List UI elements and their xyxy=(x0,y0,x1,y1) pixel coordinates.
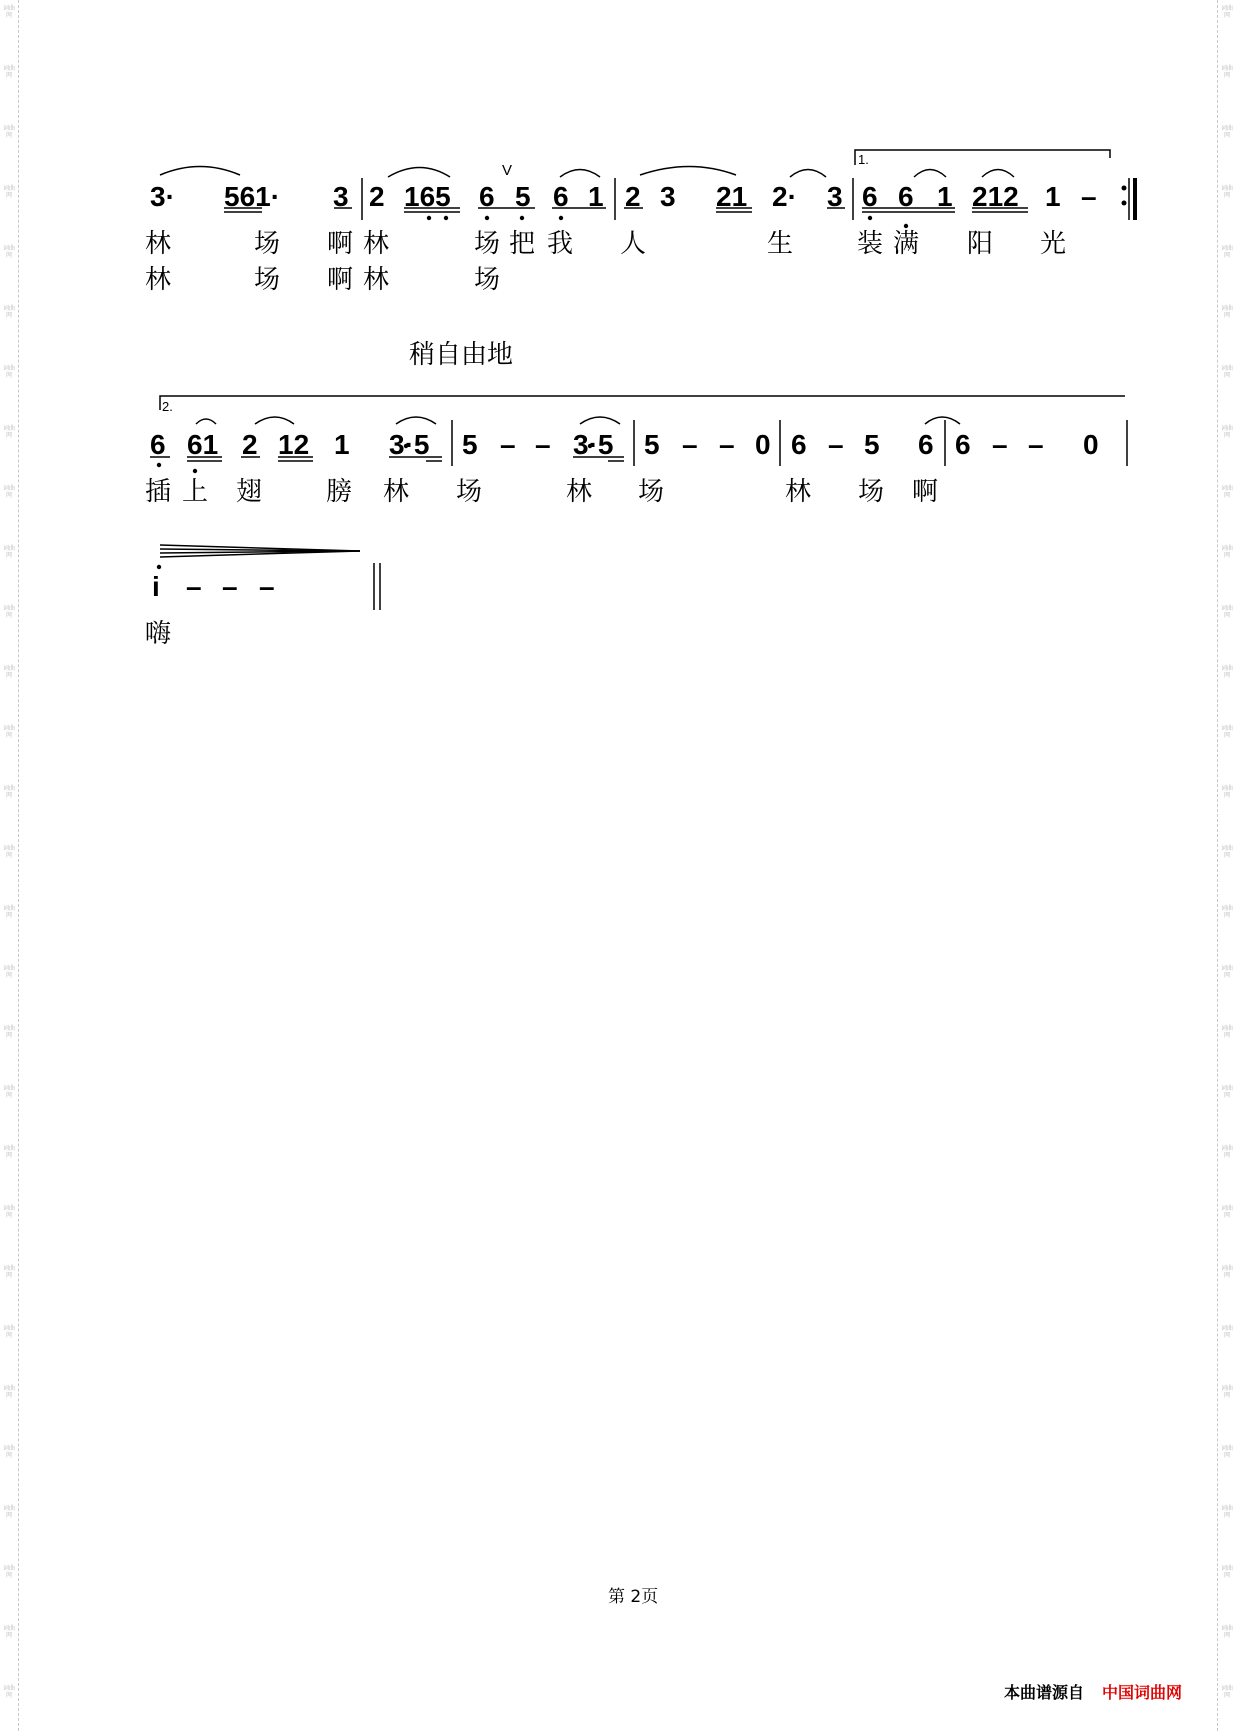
lyric: 场 xyxy=(474,229,501,259)
note: – xyxy=(1028,429,1044,460)
source-credit xyxy=(1004,1680,1182,1703)
lyric: 场 xyxy=(474,265,501,295)
watermark-text: 词曲网 xyxy=(1221,1445,1234,1459)
lyric: 场 xyxy=(254,265,281,295)
watermark-text: 词曲网 xyxy=(3,245,16,259)
watermark-text: 词曲网 xyxy=(1221,1025,1234,1039)
note: 5 xyxy=(864,429,880,460)
watermark-text: 词曲网 xyxy=(1221,1685,1234,1699)
watermark-text: 词曲网 xyxy=(3,65,16,79)
watermark-text: 词曲网 xyxy=(1221,725,1234,739)
watermark-text: 词曲网 xyxy=(3,185,16,199)
lyric: 场 xyxy=(638,477,665,507)
lyric: 插 xyxy=(145,477,172,507)
note: 6 xyxy=(479,181,495,212)
watermark-text: 词曲网 xyxy=(1221,305,1234,319)
watermark-text: 词曲网 xyxy=(3,1025,16,1039)
note: 2 xyxy=(625,181,641,212)
note: 561· xyxy=(224,181,281,212)
note: 12 xyxy=(278,429,310,460)
lyric: 林 xyxy=(145,265,172,295)
watermark-text: 词曲网 xyxy=(1221,1565,1234,1579)
watermark-text: 词曲网 xyxy=(1221,1085,1234,1099)
note: 5 xyxy=(515,181,531,212)
watermark-text: 词曲网 xyxy=(3,365,16,379)
watermark-text: 词曲网 xyxy=(3,785,16,799)
volta-1-label: 1. xyxy=(858,152,869,167)
watermark-text: 词曲网 xyxy=(3,1085,16,1099)
note: 21 xyxy=(716,181,748,212)
watermark-text: 词曲网 xyxy=(3,605,16,619)
note: 5 xyxy=(644,429,660,460)
watermark-text: 词曲网 xyxy=(3,1625,16,1639)
note: 5 xyxy=(462,429,478,460)
watermark-text: 词曲网 xyxy=(3,1445,16,1459)
volta-2-label: 2. xyxy=(162,399,173,414)
watermark-text: 词曲网 xyxy=(3,725,16,739)
lyric: 把 xyxy=(509,229,536,259)
watermark-text: 词曲网 xyxy=(1221,425,1234,439)
watermark-text: 词曲网 xyxy=(1221,1505,1234,1519)
note: 6 xyxy=(150,429,166,460)
watermark-text: 词曲网 xyxy=(3,905,16,919)
watermark-text: 词曲网 xyxy=(3,665,16,679)
lyric: 上 xyxy=(182,477,209,507)
lyric: 林 xyxy=(785,477,812,507)
lyric: 场 xyxy=(858,477,885,507)
lyric: 林 xyxy=(566,477,593,507)
note: – xyxy=(186,571,202,602)
lyric: 啊 xyxy=(912,477,939,507)
note: 3· xyxy=(150,181,175,212)
lyric: 场 xyxy=(456,477,483,507)
watermark-text: 词曲网 xyxy=(1221,545,1234,559)
watermark-text: 词曲网 xyxy=(1221,785,1234,799)
breath-mark: V xyxy=(502,162,513,179)
watermark-text: 词曲网 xyxy=(1221,905,1234,919)
note: – xyxy=(992,429,1008,460)
note: 6 xyxy=(955,429,971,460)
lyric: 光 xyxy=(1040,229,1067,259)
note: – xyxy=(1081,181,1097,212)
note: 6 xyxy=(553,181,569,212)
page-number: 第 2页 xyxy=(608,1587,659,1607)
lyric: 生 xyxy=(767,229,794,259)
note: 6 xyxy=(862,181,878,212)
watermark-text: 词曲网 xyxy=(3,1205,16,1219)
note: – xyxy=(259,571,275,602)
watermark-text: 词曲网 xyxy=(3,845,16,859)
note: 0 xyxy=(755,429,771,460)
watermark-text: 词曲网 xyxy=(3,125,16,139)
note: 1 xyxy=(588,181,604,212)
note: 165 xyxy=(404,181,451,212)
lyric: 林 xyxy=(145,229,172,259)
watermark-text: 词曲网 xyxy=(3,1265,16,1279)
watermark-text: 词曲网 xyxy=(3,965,16,979)
note: 6 xyxy=(791,429,807,460)
note: 2 xyxy=(242,429,258,460)
note: 2· xyxy=(772,181,797,212)
watermark-text: 词曲网 xyxy=(1221,1265,1234,1279)
note: 3·5 xyxy=(389,429,430,460)
lyric: 装 xyxy=(857,229,884,259)
note: 3 xyxy=(333,181,349,212)
watermark-text: 词曲网 xyxy=(1221,1385,1234,1399)
note: 6 xyxy=(898,181,914,212)
watermark-text: 词曲网 xyxy=(1221,365,1234,379)
watermark-text: 词曲网 xyxy=(3,5,16,19)
watermark-text: 词曲网 xyxy=(1221,1205,1234,1219)
note: – xyxy=(535,429,551,460)
watermark-text: 词曲网 xyxy=(3,485,16,499)
note: i xyxy=(152,571,160,602)
watermark-text: 词曲网 xyxy=(1221,485,1234,499)
watermark-text: 词曲网 xyxy=(3,1565,16,1579)
lyric: 场 xyxy=(254,229,281,259)
tempo-marking: 稍自由地 xyxy=(409,340,514,370)
watermark-text: 词曲网 xyxy=(3,1385,16,1399)
watermark-text: 词曲网 xyxy=(1221,1625,1234,1639)
note: 3 xyxy=(827,181,843,212)
watermark-text: 词曲网 xyxy=(3,425,16,439)
watermark-text: 词曲网 xyxy=(1221,245,1234,259)
source-site-link[interactable]: 中国词曲网 xyxy=(1102,1683,1183,1702)
watermark-text: 词曲网 xyxy=(3,1325,16,1339)
note: 1 xyxy=(937,181,953,212)
watermark-text: 词曲网 xyxy=(1221,5,1234,19)
watermark-text: 词曲网 xyxy=(1221,65,1234,79)
watermark-text: 词曲网 xyxy=(3,1145,16,1159)
watermark-text: 词曲网 xyxy=(3,305,16,319)
lyric: 嗨 xyxy=(145,619,172,649)
watermark-text: 词曲网 xyxy=(1221,605,1234,619)
watermark-text: 词曲网 xyxy=(1221,1145,1234,1159)
note: 3 xyxy=(660,181,676,212)
note: 61 xyxy=(187,429,219,460)
note: 3·5 xyxy=(573,429,614,460)
note: 2 xyxy=(369,181,385,212)
watermark-text: 词曲网 xyxy=(3,545,16,559)
lyric: 啊 xyxy=(327,265,354,295)
watermark-text: 词曲网 xyxy=(1221,125,1234,139)
watermark-text: 词曲网 xyxy=(1221,1325,1234,1339)
note: – xyxy=(828,429,844,460)
watermark-text: 词曲网 xyxy=(1221,845,1234,859)
note: – xyxy=(719,429,735,460)
lyric: 林 xyxy=(383,477,410,507)
watermark-text: 词曲网 xyxy=(3,1685,16,1699)
watermark-text: 词曲网 xyxy=(3,1505,16,1519)
source-label: 本曲谱源自 xyxy=(1004,1683,1085,1702)
note: 1 xyxy=(1045,181,1061,212)
watermark-text: 词曲网 xyxy=(1221,185,1234,199)
lyric: 人 xyxy=(620,229,647,259)
lyric: 满 xyxy=(893,229,920,259)
lyric: 膀 xyxy=(326,477,353,507)
note: – xyxy=(500,429,516,460)
lyric: 我 xyxy=(547,229,574,259)
lyric: 啊 xyxy=(327,229,354,259)
note: 1 xyxy=(334,429,350,460)
note: 6 xyxy=(918,429,934,460)
note: 0 xyxy=(1083,429,1099,460)
lyric: 阳 xyxy=(967,229,994,259)
note: 212 xyxy=(972,181,1019,212)
watermark-text: 词曲网 xyxy=(1221,965,1234,979)
lyric: 林 xyxy=(363,265,390,295)
note: – xyxy=(682,429,698,460)
note: – xyxy=(222,571,238,602)
lyric: 翅 xyxy=(236,477,263,507)
lyric: 林 xyxy=(363,229,390,259)
watermark-text: 词曲网 xyxy=(1221,665,1234,679)
